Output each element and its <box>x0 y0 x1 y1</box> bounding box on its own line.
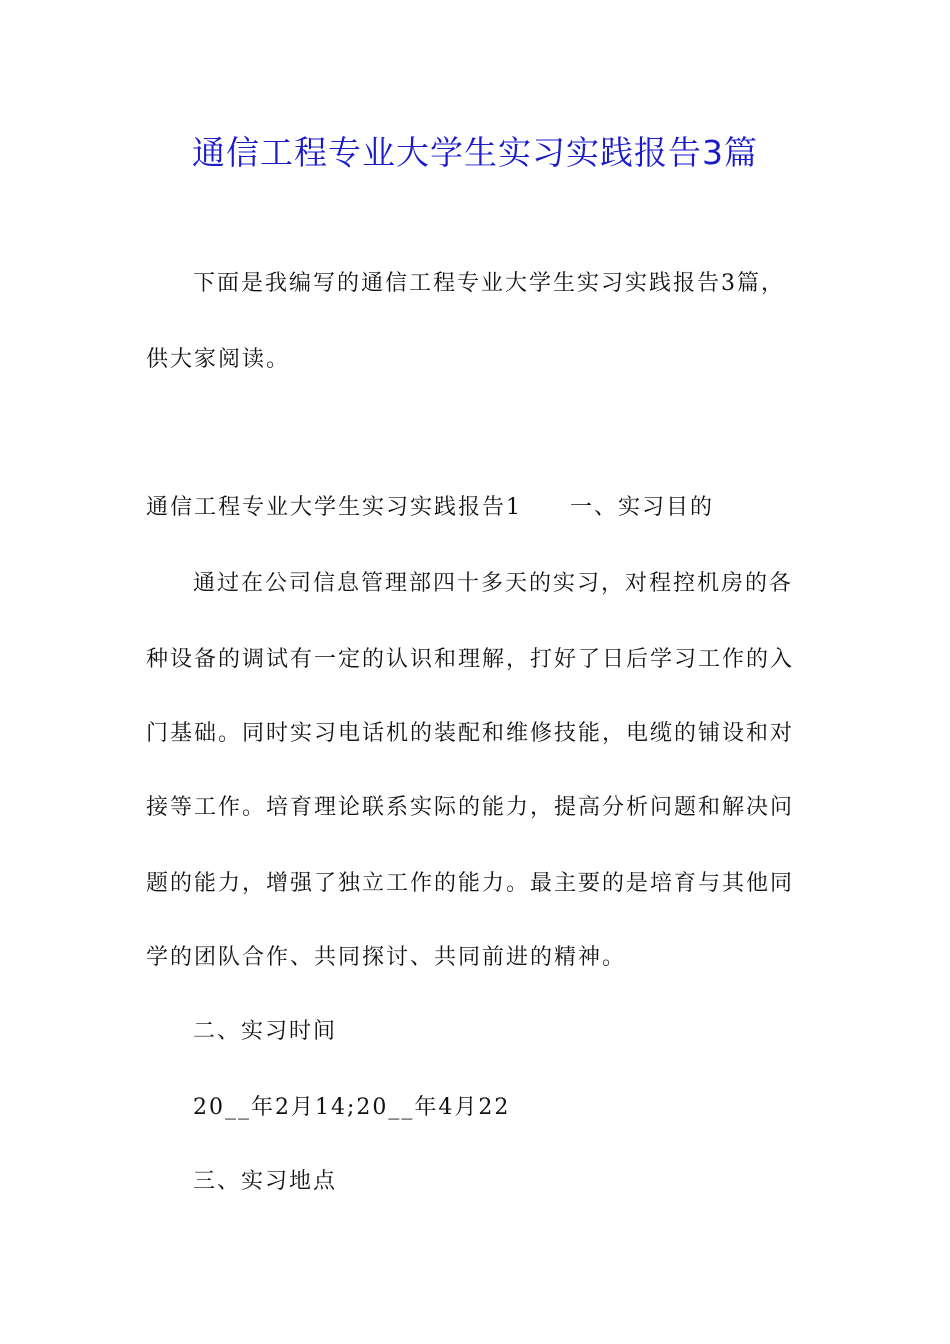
document-title: 通信工程专业大学生实习实践报告3篇 <box>192 133 758 172</box>
purpose-paragraph-line: 学的团队合作、共同探讨、共同前进的精神。 <box>146 945 627 970</box>
intro-line-1: 下面是我编写的通信工程专业大学生实习实践报告3篇， <box>193 271 785 296</box>
purpose-paragraph-line: 接等工作。培育理论联系实际的能力，提高分析问题和解决问 <box>146 795 795 820</box>
purpose-paragraph-line: 题的能力，增强了独立工作的能力。最主要的是培育与其他同 <box>146 871 795 896</box>
purpose-paragraph-line: 种设备的调试有一定的认识和理解，打好了日后学习工作的入 <box>146 647 795 672</box>
purpose-paragraph-line: 门基础。同时实习电话机的装配和维修技能，电缆的铺设和对 <box>146 721 795 746</box>
report1-heading: 通信工程专业大学生实习实践报告1 一、实习目的 <box>146 495 714 520</box>
internship-dates: 20__年2月14;20__年4月22 <box>193 1095 511 1120</box>
intro-line-2: 供大家阅读。 <box>146 347 291 372</box>
purpose-paragraph-line: 通过在公司信息管理部四十多天的实习，对程控机房的各 <box>193 571 794 596</box>
section-3-heading: 三、实习地点 <box>193 1169 338 1194</box>
section-2-heading: 二、实习时间 <box>193 1019 338 1044</box>
